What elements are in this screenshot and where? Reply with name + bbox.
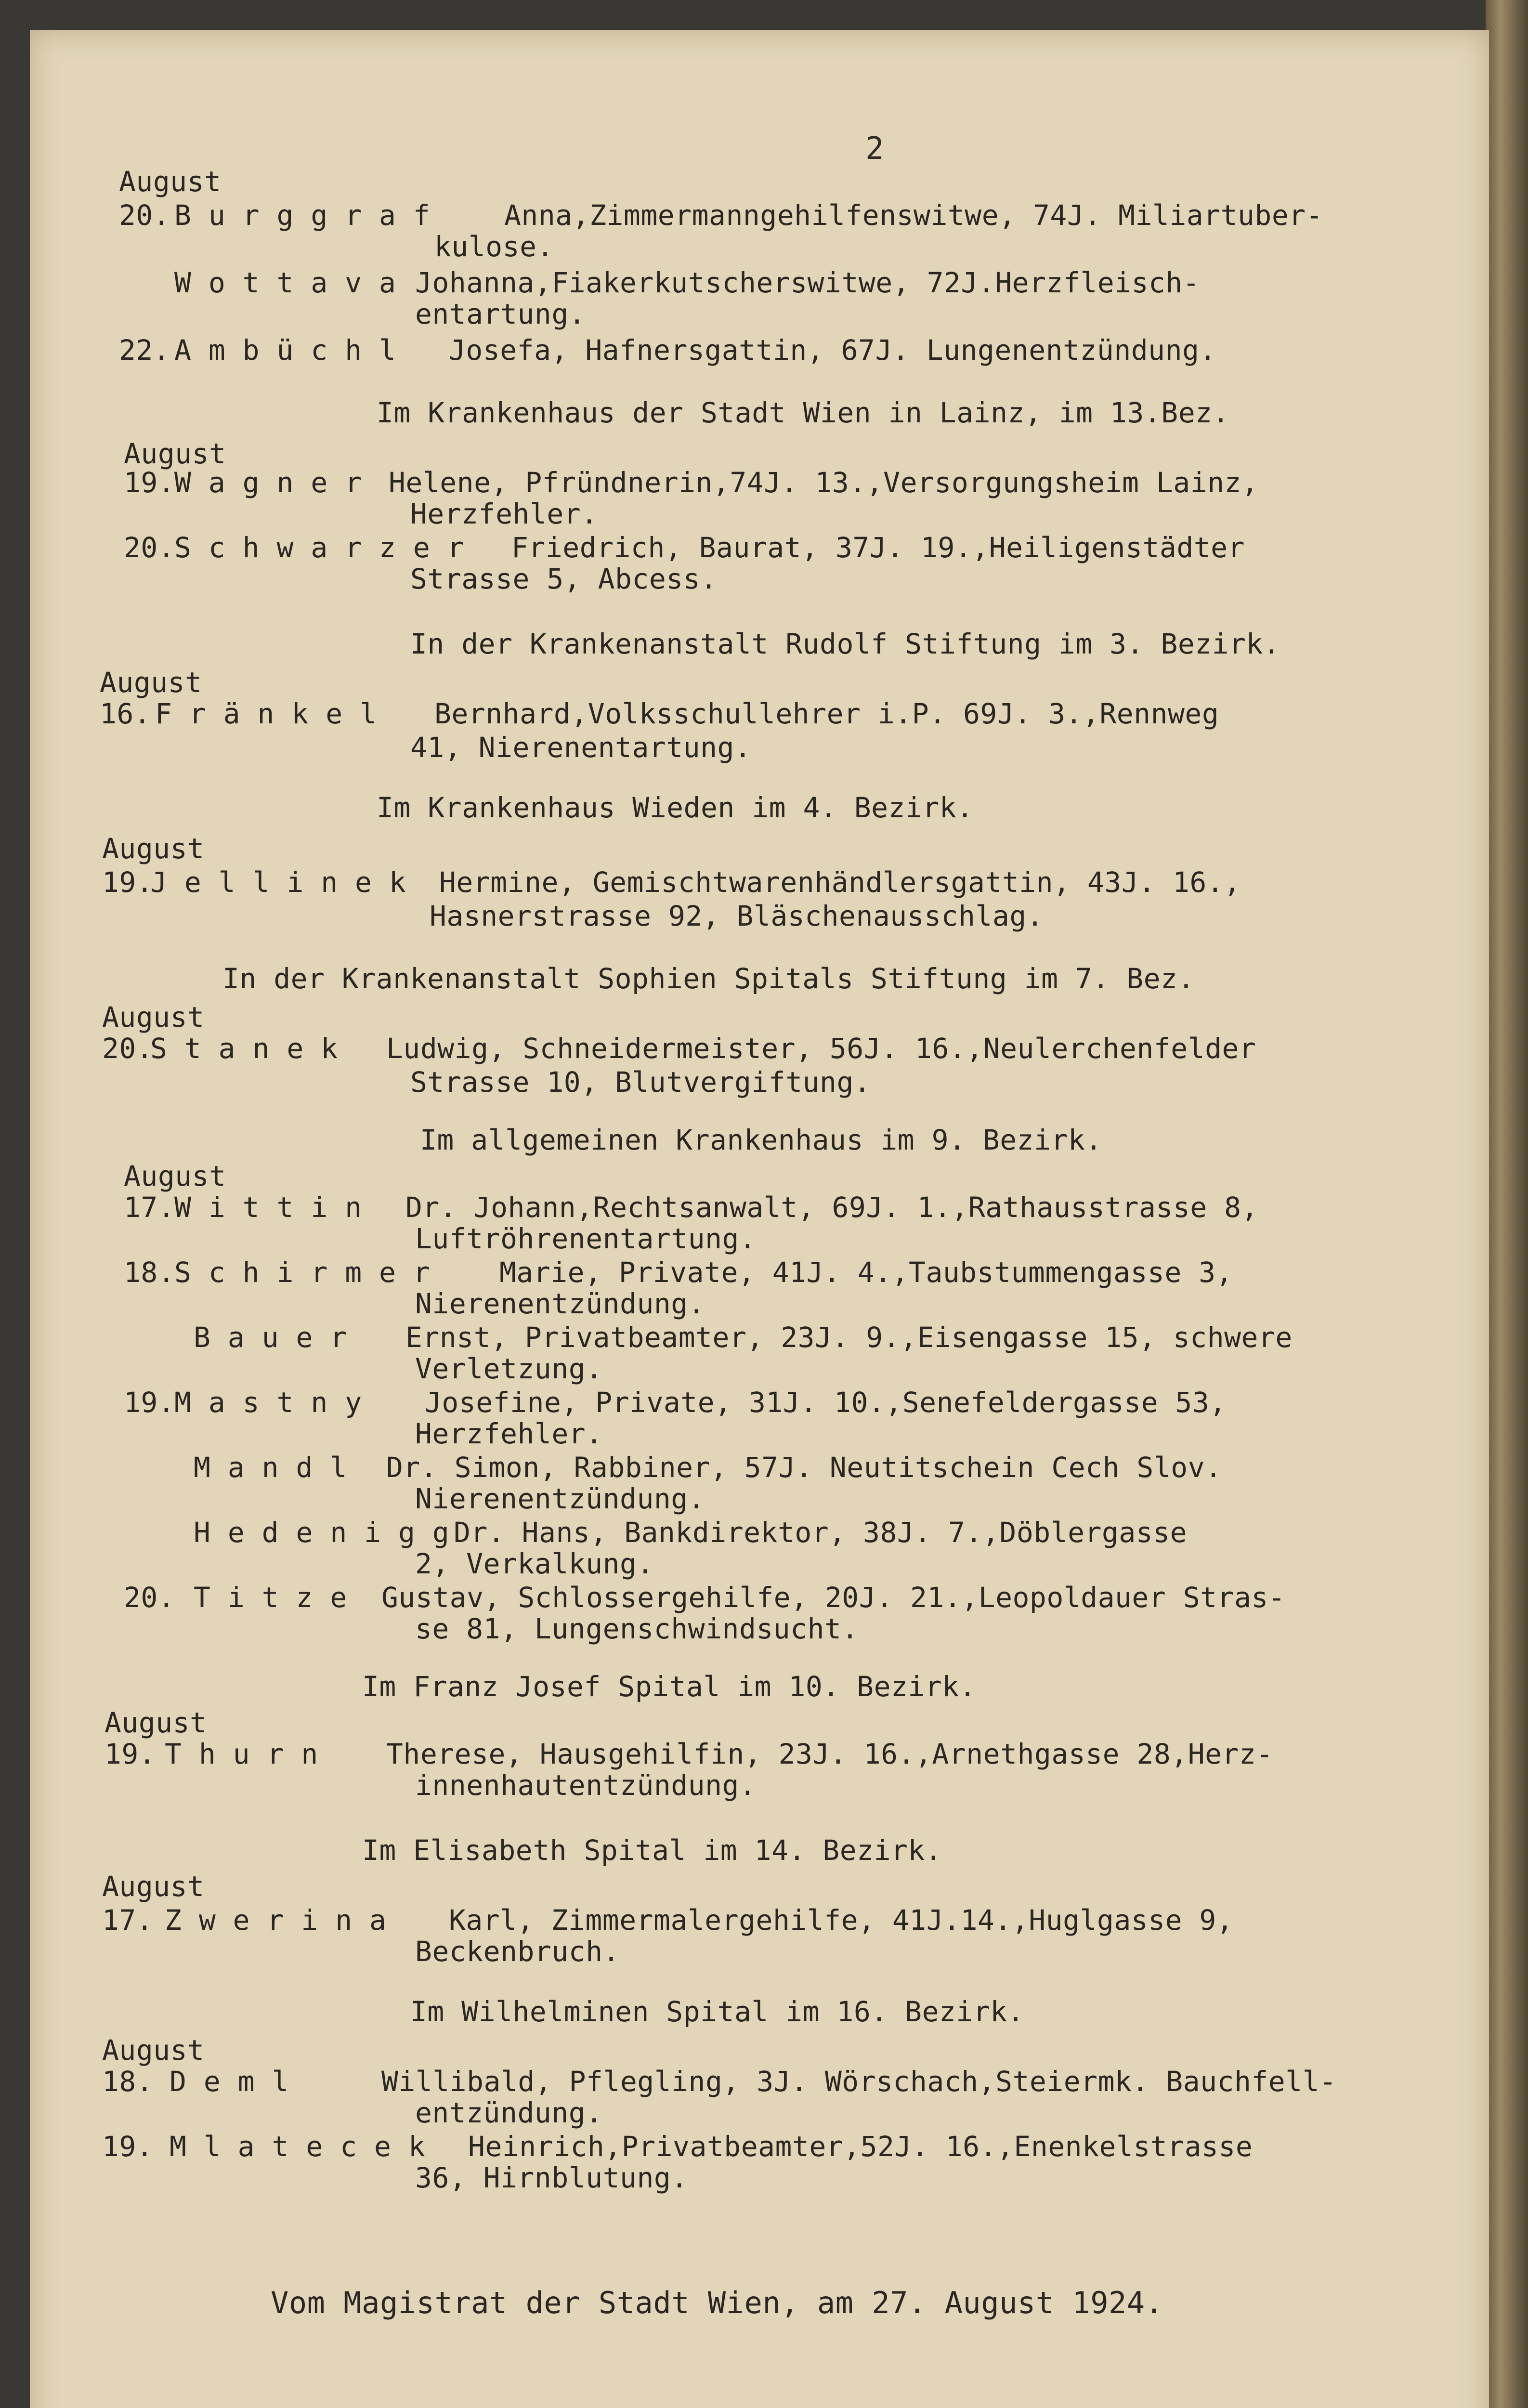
- section-heading: In der Krankenanstalt Sophien Spitals Stiftung im 7. Bez.: [222, 962, 1195, 995]
- entry-name: H e d e n i g g: [194, 1516, 450, 1549]
- month-label: August: [100, 666, 202, 699]
- entry-day: 17.: [124, 1191, 175, 1224]
- entry-continuation: Luftröhrenentartung.: [415, 1222, 757, 1255]
- section-heading: Im Elisabeth Spital im 14. Bezirk.: [362, 1834, 942, 1867]
- entry-text: Ludwig, Schneidermeister, 56J. 16.,Neulerchenfelder: [386, 1032, 1256, 1065]
- entry-name: T i t z e: [194, 1581, 347, 1614]
- entry-day: 19.: [104, 1738, 156, 1770]
- entry-name: B u r g g r a f: [174, 199, 431, 232]
- month-label: August: [124, 437, 226, 470]
- entry-name: W o t t a v a: [174, 266, 396, 299]
- section-heading: Im allgemeinen Krankenhaus im 9. Bezirk.: [420, 1124, 1102, 1156]
- entry-text: Therese, Hausgehilfin, 23J. 16.,Arnethgasse 28,Herz-: [386, 1738, 1273, 1770]
- section-heading: Im Krankenhaus Wieden im 4. Bezirk.: [377, 791, 974, 824]
- entry-text: Hermine, Gemischtwarenhändlersgattin, 43J. 16.,: [439, 866, 1241, 899]
- entry-day: 17.: [102, 1904, 154, 1937]
- entry-name: S t a n e k: [150, 1032, 338, 1065]
- entry-name: W a g n e r: [174, 466, 362, 499]
- month-label: August: [102, 832, 205, 865]
- entry-day: 22.: [119, 334, 170, 366]
- page-number: 2: [865, 131, 884, 167]
- entry-day: 20.: [102, 1032, 154, 1065]
- entry-continuation: Hasnerstrasse 92, Bläschenausschlag.: [430, 900, 1044, 932]
- entry-day: 19.: [102, 866, 154, 899]
- entry-day: 20.: [119, 199, 170, 232]
- entry-text: Helene, Pfründnerin,74J. 13.,Versorgungsheim Lainz,: [389, 466, 1259, 499]
- entry-text: Karl, Zimmermalergehilfe, 41J.14.,Huglgasse 9,: [449, 1904, 1234, 1937]
- month-label: August: [102, 1870, 205, 1903]
- entry-name: S c h w a r z e r: [174, 531, 465, 564]
- entry-text: Willibald, Pflegling, 3J. Wörschach,Steiermk. Bauchfell-: [381, 2065, 1337, 2098]
- entry-name: F r ä n k e l: [155, 697, 377, 730]
- entry-name: W i t t i n: [174, 1191, 362, 1224]
- entry-text: Dr. Johann,Rechtsanwalt, 69J. 1.,Rathausstrasse 8,: [405, 1191, 1258, 1224]
- entry-continuation: Nierenentzündung.: [415, 1287, 705, 1320]
- entry-day: 18.: [102, 2065, 154, 2098]
- entry-text: Ernst, Privatbeamter, 23J. 9.,Eisengasse 15, schwere: [405, 1321, 1293, 1354]
- entry-text: Josefine, Private, 31J. 10.,Senefeldergasse 53,: [425, 1386, 1227, 1419]
- section-heading: Im Krankenhaus der Stadt Wien in Lainz, im 13.Bez.: [377, 396, 1229, 429]
- entry-name: M l a t e c e k: [170, 2130, 426, 2163]
- entry-name: S c h i r m e r: [174, 1256, 431, 1289]
- entry-continuation: innenhautentzündung.: [415, 1769, 757, 1802]
- entry-continuation: Strasse 10, Blutvergiftung.: [410, 1066, 871, 1099]
- entry-continuation: Verletzung.: [415, 1352, 603, 1385]
- month-label: August: [102, 2034, 205, 2067]
- entry-day: 20.: [124, 1581, 175, 1614]
- entry-text: Dr. Hans, Bankdirektor, 38J. 7.,Döblergasse: [454, 1516, 1188, 1549]
- entry-text: Heinrich,Privatbeamter,52J. 16.,Enenkelstrasse: [468, 2130, 1253, 2163]
- entry-name: D e m l: [170, 2065, 289, 2098]
- entry-name: J e l l i n e k: [150, 866, 406, 899]
- section-heading: In der Krankenanstalt Rudolf Stiftung im 3. Bezirk.: [410, 628, 1280, 660]
- entry-name: M a s t n y: [174, 1386, 362, 1419]
- entry-text: Friedrich, Baurat, 37J. 19.,Heiligenstädter: [511, 531, 1245, 564]
- entry-name: B a u e r: [194, 1321, 347, 1354]
- entry-name: M a n d l: [194, 1451, 347, 1484]
- entry-day: 19.: [102, 2130, 154, 2163]
- month-label: August: [104, 1706, 207, 1739]
- entry-day: 19.: [124, 466, 175, 499]
- month-label: August: [119, 165, 222, 198]
- entry-continuation: Nierenentzündung.: [415, 1482, 705, 1515]
- entry-continuation: se 81, Lungenschwindsucht.: [415, 1612, 859, 1645]
- entry-continuation: Herzfehler.: [410, 497, 598, 530]
- entry-continuation: 41, Nierenentartung.: [410, 731, 752, 764]
- entry-continuation: Strasse 5, Abcess.: [410, 563, 718, 595]
- entry-name: T h u r n: [165, 1738, 318, 1770]
- entry-continuation: entzündung.: [415, 2096, 603, 2129]
- book-spine: [1486, 0, 1528, 2408]
- entry-text: Marie, Private, 41J. 4.,Taubstummengasse 3,: [499, 1256, 1233, 1289]
- section-heading: Im Wilhelminen Spital im 16. Bezirk.: [410, 1995, 1025, 2028]
- month-label: August: [102, 1001, 205, 1034]
- entry-day: 20.: [124, 531, 175, 564]
- footer-signature-line: Vom Magistrat der Stadt Wien, am 27. August 1924.: [271, 2285, 1163, 2320]
- entry-continuation: 2, Verkalkung.: [415, 1547, 654, 1580]
- entry-continuation: Herzfehler.: [415, 1417, 603, 1450]
- entry-name: Z w e r i n a: [165, 1904, 387, 1937]
- entry-name: A m b ü c h l: [174, 334, 396, 366]
- entry-text: Anna,Zimmermanngehilfenswitwe, 74J. Miliartuber-: [504, 199, 1323, 232]
- entry-text: Bernhard,Volksschullehrer i.P. 69J. 3.,Rennweg: [434, 697, 1219, 730]
- month-label: August: [124, 1160, 226, 1192]
- entry-continuation: entartung.: [415, 298, 586, 330]
- entry-day: 19.: [124, 1386, 175, 1419]
- entry-text: Dr. Simon, Rabbiner, 57J. Neutitschein Cech Slov.: [386, 1451, 1222, 1484]
- entry-day: 16.: [100, 697, 151, 730]
- entry-continuation: Beckenbruch.: [415, 1935, 620, 1968]
- entry-day: 18.: [124, 1256, 175, 1289]
- entry-continuation: kulose.: [434, 230, 554, 263]
- entry-text: Josefa, Hafnersgattin, 67J. Lungenentzündung.: [449, 334, 1216, 366]
- entry-text: Gustav, Schlossergehilfe, 20J. 21.,Leopoldauer Stras-: [381, 1581, 1286, 1614]
- entry-text: Johanna,Fiakerkutscherswitwe, 72J.Herzfleisch-: [415, 266, 1200, 299]
- document-page: [30, 30, 1489, 2408]
- section-heading: Im Franz Josef Spital im 10. Bezirk.: [362, 1670, 977, 1703]
- entry-continuation: 36, Hirnblutung.: [415, 2161, 688, 2194]
